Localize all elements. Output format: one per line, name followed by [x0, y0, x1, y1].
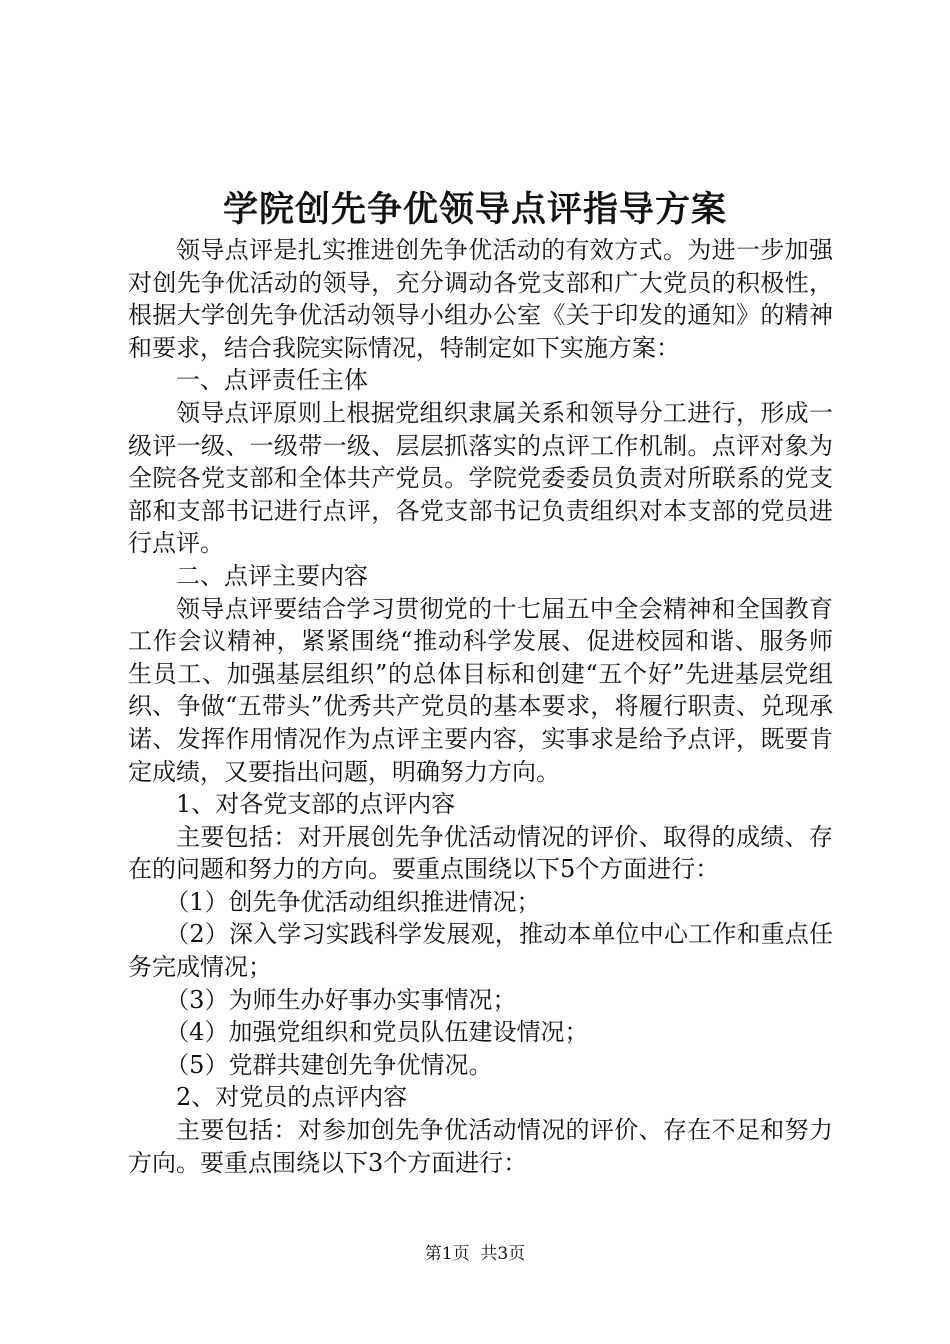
page-footer — [0, 1242, 950, 1266]
section-2-paragraph: 领导点评要结合学习贯彻党的十七届五中全会精神和全国教育工作会议精神，紧紧围绕“推动科学发展、促进校园和谐、服务师生员工、加强基层组织”的总体目标和创建“五个好”先进基层党组织、争做“五带头”优秀共产党员的基本要求，将履行职责、兑现承诺、发挥作用情况作为点评主要内容，实事求是给予点评，既要肯定成绩，又要指出问题，明确努力方向。 — [128, 594, 833, 786]
subsection-2-paragraph: 主要包括：对参加创先争优活动情况的评价、存在不足和努力方向。要重点围绕以下3个方面进行： — [128, 1116, 833, 1177]
list-item-1: （1）创先争优活动组织推进情况； — [165, 887, 541, 916]
subsection-heading-1: 1、对各党支部的点评内容 — [176, 790, 456, 819]
document-body — [128, 234, 833, 1179]
list-item-5: （5）党群共建创先争优情况。 — [165, 1050, 493, 1079]
section-heading-1: 一、点评责任主体 — [176, 366, 368, 395]
section-1-paragraph: 领导点评原则上根据党组织隶属关系和领导分工进行，形成一级评一级、一级带一级、层层抓落实的点评工作机制。点评对象为全院各党支部和全体共产党员。学院党委委员负责对所联系的党支部和支部书记进行点评，各党支部书记负责组织对本支部的党员进行点评。 — [128, 398, 833, 558]
subsection-heading-2: 2、对党员的点评内容 — [176, 1083, 408, 1112]
section-heading-2: 二、点评主要内容 — [176, 561, 368, 590]
list-item-2: （2）深入学习实践科学发展观，推动本单位中心工作和重点任务完成情况； — [128, 920, 833, 982]
intro-paragraph: 领导点评是扎实推进创先争优活动的有效方式。为进一步加强对创先争优活动的领导，充分调动各党支部和广大党员的积极性，根据大学创先争优活动领导小组办公室《关于印发的通知》的精神和要求，结合我院实际情况，特制定如下实施方案： — [128, 236, 833, 362]
list-item-4: （4）加强党组织和党员队伍建设情况； — [165, 1018, 589, 1047]
document-title: 学院创先争优领导点评指导方案 — [222, 189, 727, 230]
subsection-1-paragraph: 主要包括：对开展创先争优活动情况的评价、取得的成绩、存在的问题和努力的方向。要重点围绕以下5个方面进行： — [128, 822, 833, 884]
page-indicator: 第1页 共3页 — [424, 1244, 526, 1264]
list-item-3: （3）为师生办好事办实事情况； — [165, 985, 517, 1014]
